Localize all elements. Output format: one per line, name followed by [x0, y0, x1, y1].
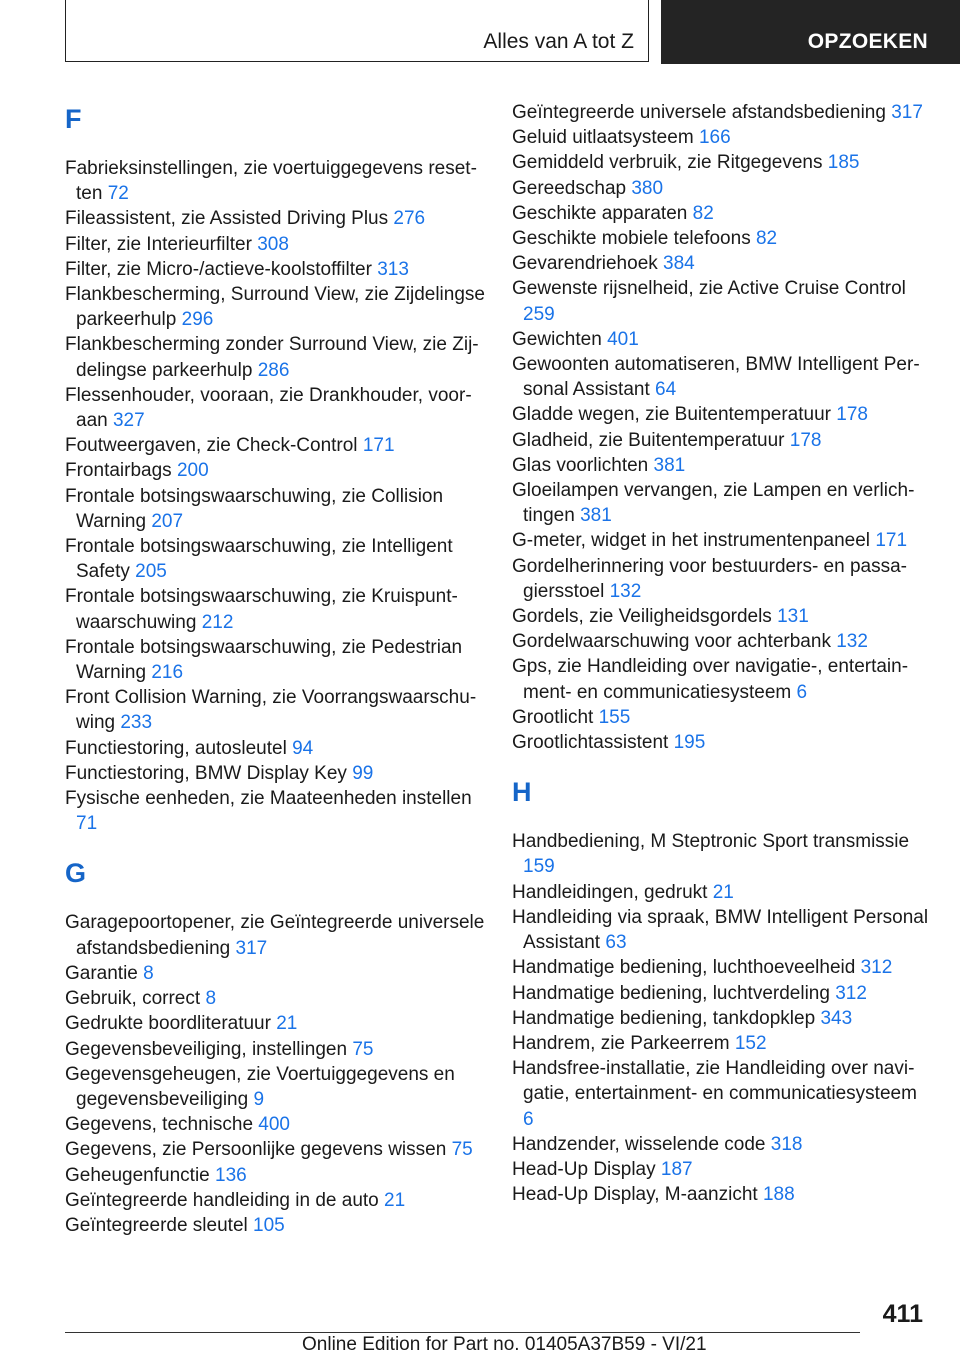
page-link[interactable]: 94 — [292, 737, 314, 759]
index-entry-text: Gladheid, zie Buitentemperatuur — [512, 429, 785, 451]
index-entry-text: Frontairbags — [65, 460, 172, 482]
page-link[interactable]: 200 — [176, 460, 209, 482]
index-entry-text: Handzender, wisselende code — [512, 1133, 766, 1155]
page-link[interactable]: 72 — [107, 183, 129, 205]
index-entry-text: G-meter, widget in het instrumentenpaneel — [512, 530, 871, 552]
index-entry-text: Functiestoring, autosleutel — [65, 737, 287, 759]
page-link[interactable]: 188 — [762, 1184, 795, 1206]
page-link[interactable]: 185 — [827, 152, 860, 174]
index-entry — [512, 327, 932, 352]
index-entry — [512, 276, 932, 326]
page-link[interactable]: 312 — [835, 982, 867, 1004]
index-entry — [512, 1132, 932, 1157]
index-entry — [512, 955, 932, 980]
index-entry-text: Geheugenfunctie — [65, 1164, 210, 1186]
index-entry — [512, 528, 932, 553]
index-entry — [65, 232, 485, 257]
index-entry — [512, 1157, 932, 1182]
index-entry-text: Gemiddeld verbruik, zie Ritgegevens — [512, 152, 823, 174]
index-entry — [512, 1182, 932, 1207]
index-entry — [65, 282, 485, 332]
index-entry-text: Filter, zie Micro-/actieve-koolstoffilter — [65, 258, 372, 280]
index-entry-text: Flessenhouder, vooraan, zie Drankhouder, vooraan — [65, 384, 472, 432]
page-link[interactable]: 187 — [660, 1158, 693, 1180]
index-entry-text: Gegevensbeveiliging, instellingen — [65, 1038, 348, 1060]
index-entry — [512, 604, 932, 629]
index-entry-text: Fysische eenheden, zie Maateenheden instellen — [65, 788, 472, 810]
page-link[interactable]: 166 — [698, 127, 731, 149]
index-entry — [65, 736, 485, 761]
page-link[interactable]: 381 — [580, 505, 612, 527]
page-link[interactable]: 159 — [523, 856, 555, 878]
index-entry — [512, 981, 932, 1006]
page-link[interactable]: 21 — [384, 1189, 406, 1211]
index-entry-text: Fabrieksinstellingen, zie voertuiggegevens resetten — [65, 158, 477, 205]
page-link[interactable]: 8 — [143, 962, 154, 984]
page-link[interactable]: 308 — [257, 233, 289, 255]
page-link[interactable]: 195 — [673, 732, 706, 754]
index-entry — [512, 1056, 932, 1132]
index-entry — [512, 251, 932, 276]
index-entry — [65, 257, 485, 282]
page-link[interactable]: 6 — [523, 1108, 534, 1130]
index-entry-text: Gordelherinnering voor bestuurders- en passagiersstoel — [512, 555, 907, 602]
page-link[interactable]: 313 — [377, 258, 409, 280]
index-entry-text: Handleidingen, gedrukt — [512, 881, 708, 903]
index-entry-text: Frontale botsingswaarschuwing, zie Kruispuntwaarschuwing — [65, 586, 458, 633]
index-entry-text: Handmatige bediening, tankdopklep — [512, 1007, 816, 1029]
index-entry — [512, 629, 932, 654]
index-entry-text: Gloeilampen vervangen, zie Lampen en verlichtingen — [512, 480, 915, 527]
index-entry-text: Flankbescherming, Surround View, zie Zijdelingse parkeerhulp — [65, 284, 485, 331]
page-link[interactable]: 82 — [755, 228, 778, 250]
index-entry — [65, 1037, 485, 1062]
index-entry-text: Head-Up Display — [512, 1158, 656, 1180]
page-link[interactable]: 384 — [663, 253, 695, 275]
page-link[interactable]: 400 — [258, 1114, 290, 1136]
index-entry — [65, 1112, 485, 1137]
index-entry — [65, 1213, 485, 1238]
index-entry — [512, 654, 932, 704]
page-link[interactable]: 21 — [712, 881, 734, 903]
index-entry — [65, 1188, 485, 1213]
index-entry-text: Gordelwaarschuwing voor achterbank — [512, 631, 831, 653]
index-entry-text: Front Collision Warning, zie Voorrangswaarschuwing — [65, 687, 477, 734]
page-link[interactable]: 327 — [112, 410, 145, 432]
index-entry-text: Handmatige bediening, luchthoeveelheid — [512, 957, 856, 979]
page-link[interactable]: 63 — [605, 932, 627, 954]
page-link[interactable]: 131 — [777, 606, 809, 628]
index-column-right — [512, 100, 932, 1207]
index-entry-text: Grootlichtassistent — [512, 732, 669, 754]
index-entry — [65, 534, 485, 584]
page-link[interactable]: 171 — [875, 530, 908, 552]
index-entry — [65, 484, 485, 534]
page-link[interactable]: 82 — [692, 202, 714, 224]
index-entry-text: Frontale botsingswaarschuwing, zie Pedestrian Warning — [65, 636, 463, 684]
page-link[interactable]: 105 — [253, 1214, 285, 1236]
index-entry — [512, 829, 932, 879]
page-link[interactable]: 178 — [789, 429, 822, 451]
page-link[interactable]: 380 — [631, 177, 664, 199]
page-link[interactable]: 312 — [860, 957, 893, 979]
page-link[interactable]: 317 — [235, 937, 268, 959]
index-entry-text: Gereedschap — [512, 177, 627, 199]
page-number: 411 — [882, 1300, 923, 1328]
page-link[interactable]: 6 — [796, 681, 808, 703]
index-entry-text: Fileassistent, zie Assisted Driving Plus — [65, 208, 389, 230]
page-link[interactable]: 8 — [205, 988, 217, 1010]
page-link[interactable]: 276 — [393, 208, 426, 230]
index-entry-text: Gewenste rijsnelheid, zie Active Cruise Control — [512, 278, 906, 300]
index-entry-text: Head-Up Display, M-aanzicht — [512, 1184, 758, 1206]
index-entry — [65, 961, 485, 986]
index-entry — [512, 226, 932, 251]
index-entry — [65, 156, 485, 206]
index-letter-heading: F — [65, 104, 82, 134]
index-entry-text: Handsfree-installatie, zie Handleiding over navigatie, entertainment- en communicatiesysteem — [512, 1058, 917, 1105]
page-link[interactable]: 171 — [362, 435, 395, 457]
index-entry-text: Garagepoortopener, zie Geïntegreerde universele afstandsbediening — [65, 912, 485, 959]
page-link[interactable]: 99 — [352, 762, 374, 784]
index-entry — [65, 685, 485, 735]
page-link[interactable]: 132 — [836, 631, 868, 653]
page-link[interactable]: 152 — [734, 1032, 767, 1054]
page-link[interactable]: 178 — [836, 404, 868, 426]
index-entry-text: Handrem, zie Parkeerrem — [512, 1032, 730, 1054]
page-link[interactable]: 343 — [820, 1007, 853, 1029]
index-entry — [512, 125, 932, 150]
index-entry — [65, 332, 485, 382]
index-entry — [512, 1031, 932, 1056]
page-link[interactable]: 136 — [215, 1164, 247, 1186]
page-link[interactable]: 207 — [151, 510, 184, 532]
page-link[interactable]: 317 — [891, 102, 923, 123]
index-entry — [65, 761, 485, 786]
index-entry-text: Geïntegreerde universele afstandsbediening — [512, 102, 886, 123]
edition-note: Online Edition for Part no. 01405A37B59 - VI/21 — [302, 1334, 707, 1355]
search-tab[interactable] — [661, 0, 960, 64]
index-entry — [512, 478, 932, 528]
index-entry-text: Gewichten — [512, 328, 602, 350]
index-entry — [65, 1062, 485, 1112]
index-entry — [512, 453, 932, 478]
index-entry — [512, 428, 932, 453]
index-entry-text: Handmatige bediening, luchtverdeling — [512, 982, 830, 1004]
index-column-left — [65, 100, 485, 1238]
page-link[interactable]: 9 — [253, 1088, 265, 1110]
page-link[interactable]: 21 — [276, 1013, 298, 1035]
index-entry — [512, 201, 932, 226]
index-entry — [65, 986, 485, 1011]
section-tab-label: Alles van A tot Z — [483, 30, 634, 53]
index-entry — [512, 880, 932, 905]
page-link[interactable]: 318 — [770, 1133, 803, 1155]
index-entry — [65, 383, 485, 433]
index-entry-text: Handbediening, M Steptronic Sport transmissie — [512, 831, 910, 853]
index-entry-text: Foutweergaven, zie Check-Control — [65, 435, 358, 457]
index-entry-text: Gevarendriehoek — [512, 253, 658, 275]
index-entry-text: Handleiding via spraak, BMW Intelligent Personal Assistant — [512, 906, 929, 954]
index-entry — [65, 584, 485, 634]
index-entry — [512, 150, 932, 175]
index-entry-text: Geschikte mobiele telefoons — [512, 228, 751, 250]
index-entry-text: Geluid uitlaatsysteem — [512, 127, 694, 149]
index-entry-text: Glas voorlichten — [512, 454, 649, 476]
search-tab-label: OPZOEKEN — [807, 30, 928, 53]
index-entry — [512, 352, 932, 402]
index-entry-text: Gps, zie Handleiding over navigatie-, entertainment- en communicatiesysteem — [512, 656, 909, 703]
index-entry-text: Frontale botsingswaarschuwing, zie Collision Warning — [65, 485, 444, 532]
index-entry — [512, 100, 932, 125]
index-entry-text: Gordels, zie Veiligheidsgordels — [512, 606, 772, 628]
page-link[interactable]: 296 — [181, 309, 214, 331]
index-entry-text: Frontale botsingswaarschuwing, zie Intelligent Safety — [65, 536, 453, 583]
index-entry — [512, 905, 932, 955]
index-entry — [512, 554, 932, 604]
page-link[interactable]: 212 — [201, 611, 234, 633]
index-entry-text: Gladde wegen, zie Buitentemperatuur — [512, 404, 831, 426]
index-entry-text: Geschikte apparaten — [512, 202, 688, 224]
index-entry — [65, 635, 485, 685]
index-entry — [65, 458, 485, 483]
index-entry — [65, 1011, 485, 1036]
footer-divider — [65, 1332, 860, 1333]
index-entry — [65, 433, 485, 458]
page-link[interactable]: 259 — [523, 303, 555, 325]
page-link[interactable]: 75 — [451, 1139, 473, 1161]
page-link[interactable]: 381 — [653, 454, 686, 476]
index-entry — [65, 786, 485, 836]
index-entry — [65, 1137, 485, 1162]
index-entry — [512, 705, 932, 730]
page-link[interactable]: 233 — [120, 712, 153, 734]
index-entry-text: Gewoonten automatiseren, BMW Intelligent Personal Assistant — [512, 354, 920, 401]
page-link[interactable]: 286 — [257, 359, 290, 381]
index-letter-heading: H — [512, 777, 532, 808]
index-entry-text: Gegevensgeheugen, zie Voertuiggegevens en gegevensbeveiliging — [65, 1063, 455, 1110]
index-entry-text: Geïntegreerde handleiding in de auto — [65, 1189, 379, 1211]
index-entry — [512, 730, 932, 755]
page-link[interactable]: 155 — [598, 706, 631, 728]
index-entry-text: Garantie — [65, 962, 138, 984]
index-entry-text: Filter, zie Interieurfilter — [65, 233, 252, 255]
page-link[interactable]: 132 — [609, 580, 642, 602]
page-link[interactable]: 401 — [607, 328, 639, 350]
page-link[interactable]: 75 — [352, 1038, 374, 1060]
index-entry — [65, 206, 485, 231]
index-entry-text: Gegevens, technische — [65, 1114, 254, 1136]
index-entry-text: Gebruik, correct — [65, 988, 201, 1010]
index-entry-text: Gegevens, zie Persoonlijke gegevens wissen — [65, 1139, 447, 1161]
index-entry — [65, 910, 485, 960]
index-entry — [512, 402, 932, 427]
index-entry-text: Gedrukte boordliteratuur — [65, 1013, 271, 1035]
page-link[interactable]: 216 — [151, 662, 184, 684]
index-entry — [512, 1006, 932, 1031]
index-entry-text: Functiestoring, BMW Display Key — [65, 762, 347, 784]
page-header — [0, 0, 960, 64]
index-entry-text: Geïntegreerde sleutel — [65, 1214, 248, 1236]
index-entry-text: Flankbescherming zonder Surround View, zie Zijdelingse parkeerhulp — [65, 334, 479, 381]
section-tab[interactable] — [65, 0, 649, 62]
page-link[interactable]: 64 — [655, 379, 677, 401]
index-letter-heading: G — [65, 858, 87, 889]
index-entry — [65, 1163, 485, 1188]
index-entry — [512, 176, 932, 201]
page-link[interactable]: 205 — [135, 561, 167, 583]
index-entry-text: Grootlicht — [512, 706, 594, 728]
page-link[interactable]: 71 — [76, 813, 98, 835]
